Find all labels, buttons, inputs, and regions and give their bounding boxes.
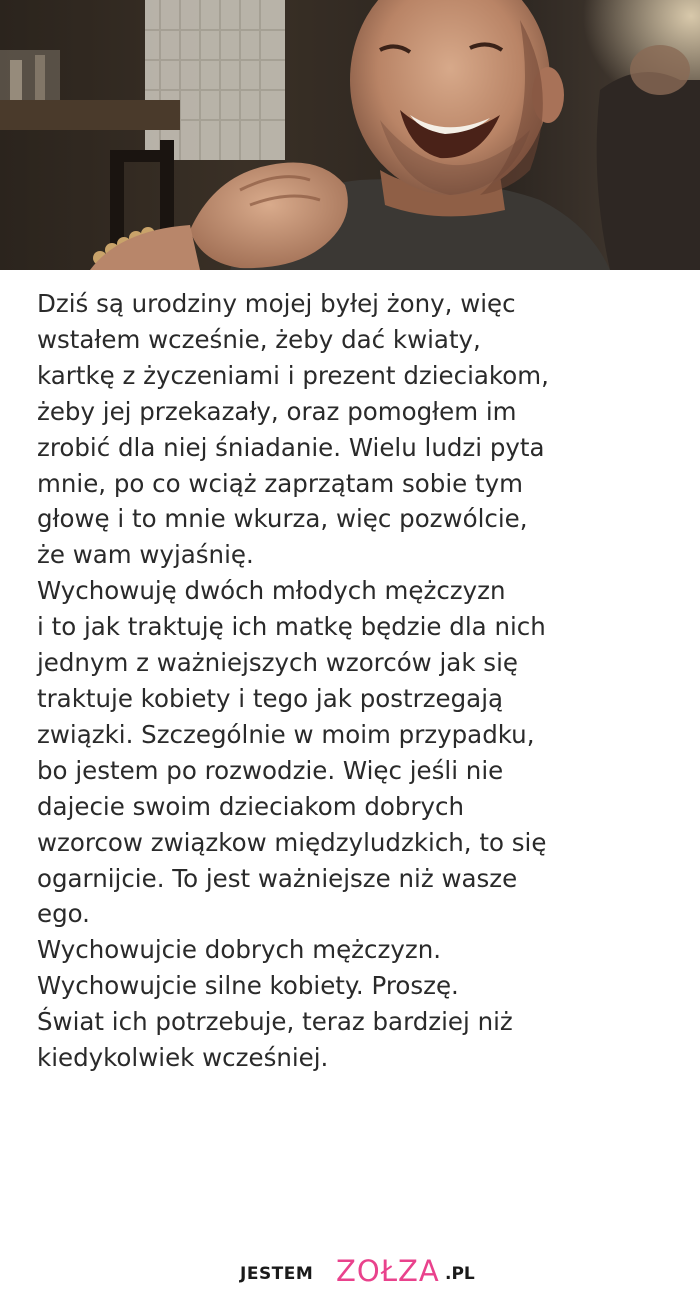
- post-line: ogarnijcie. To jest ważniejsze niż wasze: [37, 863, 518, 893]
- site-watermark: [240, 1254, 490, 1294]
- watermark-part-zolza: ZOŁZA: [336, 1254, 440, 1288]
- post-line: traktuje kobiety i tego jak postrzegają: [37, 683, 504, 713]
- post-line: wzorcow związkow międzyludzkich, to się: [37, 827, 547, 857]
- post-line: kartkę z życzeniami i prezent dzieciakom,: [37, 360, 549, 390]
- post-line: że wam wyjaśnię.: [37, 540, 254, 570]
- post-line: jednym z ważniejszych wzorców jak się: [37, 648, 518, 678]
- post-line: głowę i to mnie wkurza, więc pozwólcie,: [37, 504, 528, 534]
- post-line: kiedykolwiek wcześniej.: [37, 1043, 329, 1073]
- header-photo: [0, 0, 700, 270]
- watermark-part-pl: .PL: [445, 1264, 475, 1284]
- post-line: dajecie swoim dzieciakom dobrych: [37, 791, 465, 821]
- post-line: zrobić dla niej śniadanie. Wielu ludzi pyta: [37, 432, 545, 462]
- post-line: Wychowuję dwóch młodych mężczyzn: [37, 576, 506, 606]
- post-line: bo jestem po rozwodzie. Więc jeśli nie: [37, 755, 504, 785]
- post-text: [37, 286, 677, 1076]
- watermark-part-jestem: JESTEM: [240, 1264, 314, 1284]
- post-line: związki. Szczególnie w moim przypadku,: [37, 719, 535, 749]
- post-line: żeby jej przekazały, oraz pomogłem im: [37, 396, 517, 426]
- post-line: Wychowujcie silne kobiety. Proszę.: [37, 971, 459, 1001]
- post-line: Świat ich potrzebuje, teraz bardziej niż: [37, 1007, 513, 1037]
- post-line: ego.: [37, 899, 90, 929]
- post-line: Wychowujcie dobrych mężczyzn.: [37, 935, 442, 965]
- post-line: i to jak traktuję ich matkę będzie dla nich: [37, 612, 546, 642]
- post-line: mnie, po co wciąż zaprzątam sobie tym: [37, 468, 523, 498]
- post-line: Dziś są urodziny mojej byłej żony, więc: [37, 289, 516, 318]
- post-line: wstałem wcześnie, żeby dać kwiaty,: [37, 324, 481, 354]
